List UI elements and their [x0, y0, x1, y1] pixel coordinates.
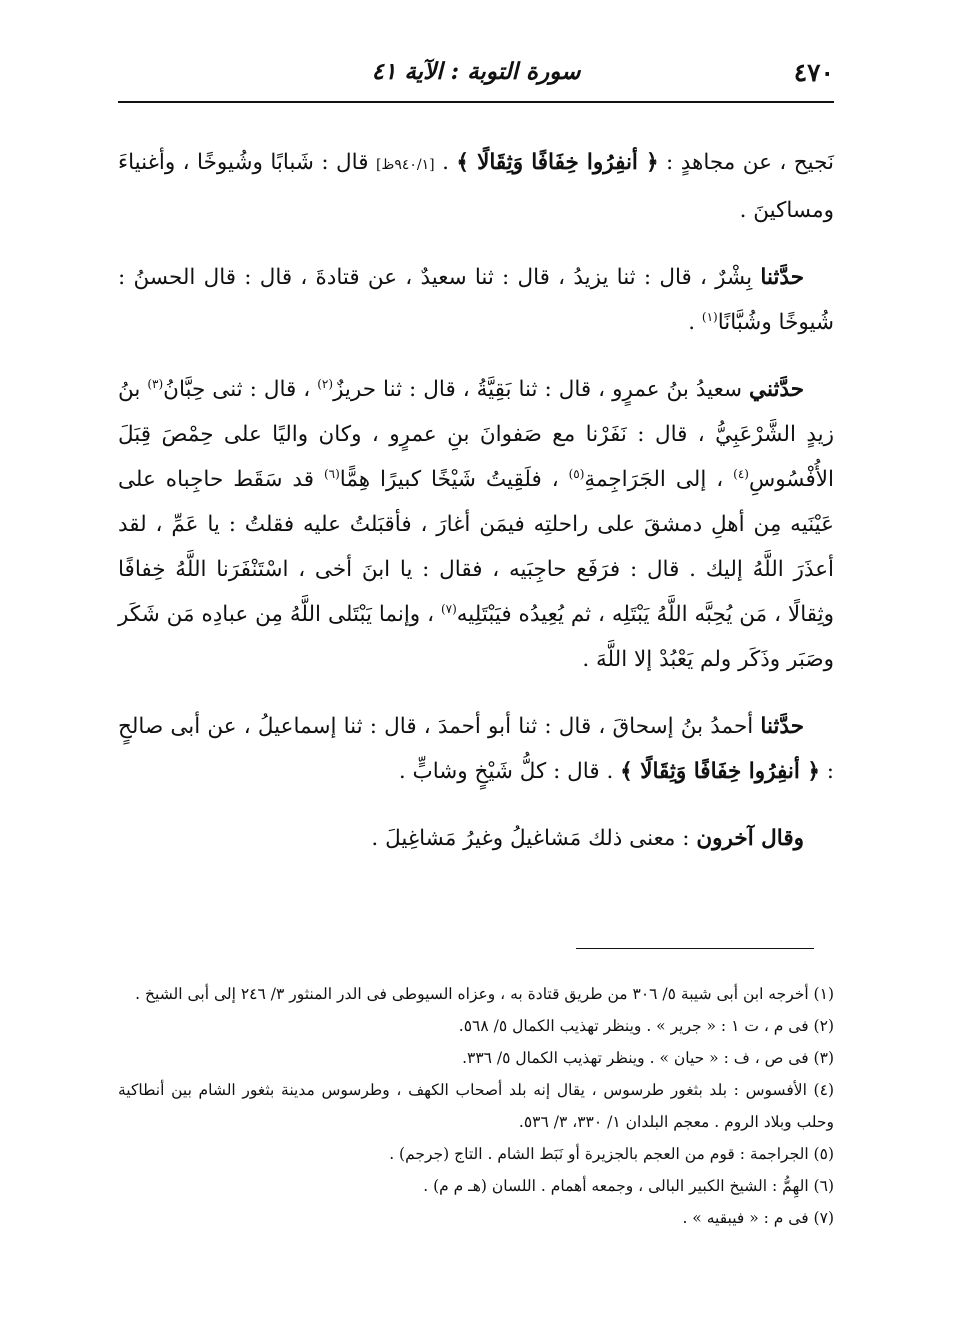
text-segment: ، إلى الجَرَاجِمةِ: [584, 467, 734, 492]
text-segment: قد سَقَط حاجِباه على عَيْنَيه مِن أهلِ دمشقَ على راحلتِه فيمَن أغارَ ، فأقبَلتُ عليه فقلتُ : يا عَمِّ ، لقد أعذَرَ اللَّهُ إليك . قال : فرَفَع حاجِبَيه ، فقال : يا ابنَ أخى ، اسْتَنْفَرَنا اللَّهُ خِفافًا وثِقالًا ، مَن يُحِبَّه اللَّهُ يَبْتَلِه ، ثم يُعِيدُه فيَبْتَلِيه: [118, 467, 834, 627]
footnote-separator: [576, 948, 814, 949]
paragraph-2: [118, 255, 834, 345]
paragraph-1: [118, 140, 834, 233]
text-segment: بنُ زيدٍ الشَّرْعَبِيُّ ، قال : نَفَرْنا مع صَفوانَ بنِ عمرٍو ، وكان واليًا على حِمْصَ قِبَلَ الأُفْسُوسِ: [118, 377, 834, 492]
footnote: (٤) الأفسوس : بلد بثغور طرسوس ، يقال إنه بلد أصحاب الكهف ، وطرسوس مدينة بثغور الشام بين أنطاكية وحلب وبلاد الروم . معجم البلدان ١/ ٣٣٠، ٣/ ٥٣٦.: [118, 1081, 834, 1131]
text-segment: بِشْرٌ ، قال : ثنا يزيدُ ، قال : ثنا سعيدٌ ، عن قتادةَ ، قال : قال الحسنُ : شُيوخًا وشُبَّانًا: [118, 265, 834, 335]
isnad-lead: حدَّثنا: [760, 265, 804, 290]
text-segment: : معنى ذلك مَشاغيلُ وغيرُ مَشاغِيلَ .: [371, 826, 697, 851]
text-segment: . قال : كلُّ شَيْخٍ وشابٍّ .: [398, 759, 621, 784]
page-header: [118, 54, 834, 98]
text-segment: .: [434, 150, 457, 175]
paragraph-3: [118, 367, 834, 682]
footnote-marker: (٤): [733, 466, 749, 481]
isnad-lead: وقال آخرون: [696, 826, 804, 851]
isnad-lead: حدَّثني: [749, 377, 804, 402]
text-segment: ، فلَقِيتُ شَيْخًا كبيرًا هِمًّا: [339, 467, 569, 492]
footnote-marker: (٦): [323, 466, 340, 481]
footnote-marker: (٥): [568, 466, 585, 481]
footnote: (٥) الجراجمة : قوم من العجم بالجزيرة أو نَبَط الشام . التاج (جرجم) .: [389, 1145, 834, 1163]
text-segment: نَجيح ، عن مجاهدٍ :: [658, 150, 834, 175]
footnote: (٦) الهِمُّ : الشيخ الكبير البالى ، وجمعه أهمام . اللسان (هـ م م) .: [423, 1177, 834, 1195]
text-segment: سعيدُ بنُ عمرٍو ، قال : ثنا بَقِيَّةُ ، قال : ثنا حريزٌ: [333, 377, 750, 402]
text-segment: .: [688, 310, 702, 335]
paragraph-4: [118, 704, 834, 794]
running-title: سورة التوبة : الآية ٤١: [371, 58, 581, 85]
footnote-marker: (٧): [440, 601, 457, 616]
text-segment: ، قال : ثنى حِبَّانُ: [163, 377, 318, 402]
footnote: (١) أخرجه ابن أبى شيبة ٥/ ٣٠٦ من طريق قتادة به ، وعزاه السيوطى فى الدر المنثور ٣/ ٢٤٦ إلى أبى الشيخ .: [135, 985, 834, 1003]
footnotes: [118, 978, 834, 1234]
text-segment: ، وإنما يَبْتَلى اللَّهُ مِن عبادِه مَن شَكَر وصَبَر وذَكَر ولم يَعْبُدْ إلا اللَّهَ .: [118, 602, 834, 672]
isnad-lead: حدَّثنا: [760, 714, 804, 739]
text-segment: أحمدُ بنُ إسحاقَ ، قال : ثنا أبو أحمدَ ، قال : ثنا إسماعيلُ ، عن أبى صالحٍ :: [118, 714, 834, 784]
footnote-marker: (٢): [317, 376, 334, 391]
text-segment: قال : شَبابًا وشُيوخًا ، وأغنياءَ ومساكينَ .: [118, 150, 834, 223]
quran-verse: ﴿ أنفِرُوا خِفَافًا وَثِقَالًا ﴾: [456, 150, 659, 175]
header-rule: [118, 101, 834, 103]
page-number: ٤٧٠: [793, 58, 834, 87]
paragraph-5: [118, 816, 834, 861]
manuscript-ref: [٩٤٠/١ظ]: [375, 157, 435, 173]
footnote: (٧) فى م : « فيبقيه » .: [682, 1209, 834, 1227]
footnote: (٢) فى م ، ت ١ : « جرير » . وينظر تهذيب الكمال ٥/ ٥٦٨.: [458, 1017, 834, 1035]
main-text: [118, 140, 834, 883]
quran-verse: ﴿ أنفِرُوا خِفَافًا وَثِقَالًا ﴾: [620, 759, 820, 784]
footnote-marker: (١): [701, 309, 718, 324]
footnote: (٣) فى ص ، ف : « حيان » . وينظر تهذيب الكمال ٥/ ٣٣٦.: [462, 1049, 834, 1067]
footnote-marker: (٣): [147, 376, 164, 391]
